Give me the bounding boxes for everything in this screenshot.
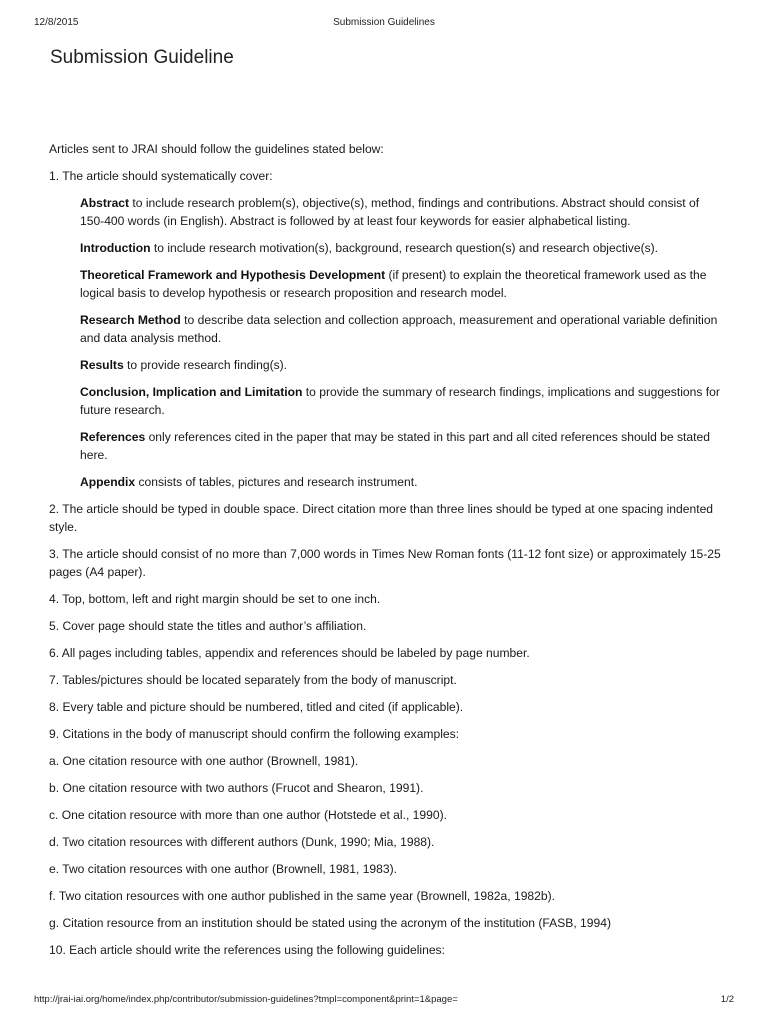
- point-2: 2. The article should be typed in double space. Direct citation more than three lines should be typed at one spacing indented style.: [49, 502, 714, 534]
- section-term: Research Method: [80, 313, 181, 327]
- citation-example-g: g. Citation resource from an institution should be stated using the acronym of the institution (FASB, 1994): [49, 916, 611, 930]
- section-appendix: [80, 473, 721, 491]
- citation-example-f: f. Two citation resources with one author published in the same year (Brownell, 1982a, 1982b).: [49, 889, 555, 903]
- section-text: to provide research finding(s).: [123, 358, 288, 372]
- page-url: http://jrai-iai.org/home/index.php/contributor/submission-guidelines?tmpl=component&print=1&page=: [34, 994, 458, 1005]
- document-body: [49, 140, 721, 968]
- page-number: 1/2: [720, 994, 734, 1005]
- point-4: 4. Top, bottom, left and right margin should be set to one inch.: [49, 592, 381, 606]
- print-date: 12/8/2015: [34, 17, 79, 28]
- citation-example-a: a. One citation resource with one author (Brownell, 1981).: [49, 754, 359, 768]
- section-term: Results: [80, 358, 124, 372]
- section-research-method: [80, 311, 721, 347]
- section-references: [80, 428, 721, 464]
- point-1: 1. The article should systematically cover:: [49, 169, 273, 183]
- point-9: 9. Citations in the body of manuscript should confirm the following examples:: [49, 727, 460, 741]
- point-3: 3. The article should consist of no more than 7,000 words in Times New Roman fonts (11-12 font size) or approximately 15-25 pages (A4 paper).: [49, 547, 721, 579]
- print-header: [34, 17, 734, 31]
- page-title: Submission Guideline: [50, 47, 234, 68]
- section-introduction: [80, 239, 721, 257]
- point-8: 8. Every table and picture should be numbered, titled and cited (if applicable).: [49, 700, 464, 714]
- citation-example-d: d. Two citation resources with different authors (Dunk, 1990; Mia, 1988).: [49, 835, 435, 849]
- section-term: Conclusion, Implication and Limitation: [80, 385, 303, 399]
- point-10: 10. Each article should write the references using the following guidelines:: [49, 943, 445, 957]
- intro-paragraph: Articles sent to JRAI should follow the guidelines stated below:: [49, 142, 384, 156]
- point-6: 6. All pages including tables, appendix and references should be labeled by page number.: [49, 646, 530, 660]
- section-text: to include research problem(s), objective(s), method, findings and contributions. Abstract should consist of 150-400 words (in English). Abstract is followed by at least four keywords for easier alphabetical listing.: [80, 196, 700, 228]
- section-text: consists of tables, pictures and research instrument.: [135, 475, 418, 489]
- section-term: Introduction: [80, 241, 151, 255]
- section-term: Appendix: [80, 475, 136, 489]
- point-7: 7. Tables/pictures should be located separately from the body of manuscript.: [49, 673, 457, 687]
- citation-example-b: b. One citation resource with two authors (Frucot and Shearon, 1991).: [49, 781, 424, 795]
- section-term: Abstract: [80, 196, 130, 210]
- section-results: [80, 356, 721, 374]
- section-text: to provide the summary of research findings, implications and suggestions for future research.: [80, 385, 720, 417]
- section-text: (if present) to explain the theoretical framework used as the logical basis to develop hypothesis or research proposition and research model.: [80, 268, 707, 300]
- section-text: to include research motivation(s), background, research question(s) and research objective(s).: [150, 241, 659, 255]
- section-theoretical-framework: [80, 266, 721, 302]
- section-abstract: [80, 194, 721, 230]
- section-text: to describe data selection and collection approach, measurement and operational variable definition and data analysis method.: [80, 313, 718, 345]
- point-5: 5. Cover page should state the titles and author’s affiliation.: [49, 619, 367, 633]
- print-footer: [34, 994, 734, 1008]
- section-text: only references cited in the paper that may be stated in this part and all cited references should be stated here.: [80, 430, 710, 462]
- citation-example-e: e. Two citation resources with one author (Brownell, 1981, 1983).: [49, 862, 398, 876]
- print-title: Submission Guidelines: [333, 17, 435, 28]
- section-term: Theoretical Framework and Hypothesis Development: [80, 268, 386, 282]
- section-conclusion: [80, 383, 721, 419]
- section-term: References: [80, 430, 146, 444]
- citation-example-c: c. One citation resource with more than one author (Hotstede et al., 1990).: [49, 808, 447, 822]
